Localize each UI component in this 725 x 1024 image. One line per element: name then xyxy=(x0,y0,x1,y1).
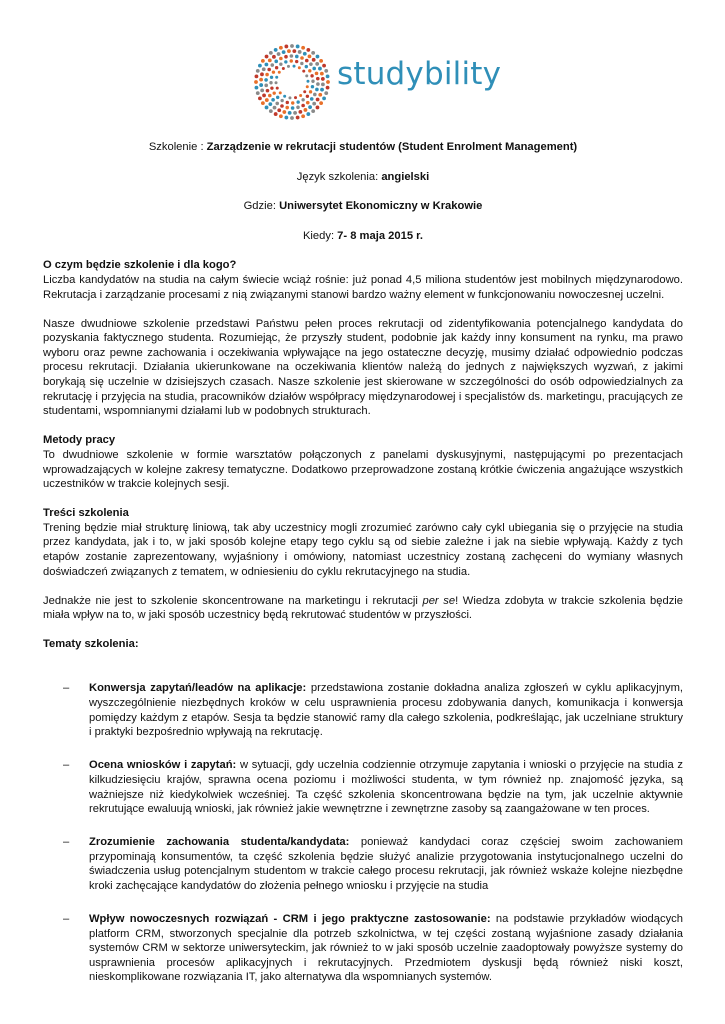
logo-dot xyxy=(294,96,297,99)
logo-dot xyxy=(306,48,310,52)
topic-text: na podstawie przykładów wiodących platform CRM, stworzonych specjalnie dla potrzeb szkolnictwa, w tej części zostaną wyjaśnione zasady działania systemów CRM w sektorze uniwersyteckim, jak również to w jaki sposób uczelnie zaadoptowały powyższe systemy do usprawnienia procesów aplikacyjnych i rekrutacyjnych. Przedmiotem dyskusji będą również niski koszt, nieskomplikowane rozwiązania IT, jako alternatywa dla wspomnianych systemów. xyxy=(89,913,683,984)
dash-bullet-icon: – xyxy=(63,759,70,772)
topic-title: Wpływ nowoczesnych rozwiązań - CRM i jego praktyczne zastosowanie: xyxy=(89,913,491,926)
logo-dot xyxy=(300,56,304,60)
logo-dot xyxy=(256,91,260,95)
logo-dot xyxy=(279,114,283,118)
logo-dot xyxy=(270,76,273,79)
logo-dot xyxy=(261,59,265,63)
logo-dot xyxy=(280,99,283,102)
logo-dot xyxy=(265,55,269,59)
topics-heading: Tematy szkolenia: xyxy=(43,638,139,651)
logo-dot xyxy=(318,93,322,97)
content-heading: Treści szkolenia xyxy=(43,507,129,520)
topic-text: ponieważ kandydaci coraz częściej swoim zachowaniem przypominają konsumentów, ta część szkolenia będzie służyć analizie przygotowania instytucjonalnego uczelni do świadczenia usług potencjalnym studentom w trakcie całego procesu rekrutacji, jak również wskaże kolejne niezbędne kroki zachęcające kandydatów do złożenia pełnego wniosku i przyjęcie na studia xyxy=(89,836,683,892)
logo-dot xyxy=(313,93,317,97)
logo-dot xyxy=(296,106,300,110)
logo-dot xyxy=(326,74,330,78)
about-heading: O czym będzie szkolenie i dla kogo? xyxy=(43,259,237,272)
logo-dot xyxy=(290,44,294,48)
logo-dot xyxy=(279,91,282,94)
logo-dot xyxy=(319,59,323,63)
logo-dot xyxy=(274,48,278,52)
logo-dot xyxy=(267,68,271,72)
logo-dot xyxy=(308,69,311,72)
training-label: Szkolenie : xyxy=(148,141,207,153)
logo-dot xyxy=(318,67,322,71)
logo-dot xyxy=(301,104,305,108)
logo-dot xyxy=(286,101,289,104)
training-title-line xyxy=(43,140,683,155)
logo-dot xyxy=(275,76,278,79)
logo-dot xyxy=(255,86,259,90)
logo-dot xyxy=(303,52,307,56)
logo-dot xyxy=(306,85,309,88)
content-paragraph-1: Trening będzie miał strukturę liniową, tak aby uczestnicy mogli zrozumieć zarówno cały cykl ubiegania się o przyjęcie na studia przez kandydata, jak i to, w jaki sposób kolejne etapy tego cyklu są od siebie zależne i jak na siebie wpływają. Każdy z tych etapów zostanie zaprezentowany, wyjaśniony i omówiony, natomiast uczestnicy zostaną zachęceni do wymiany własnych doświadczeń związanych z tematem, w odniesieniu do cyklu rekrutacyjnego na studia. xyxy=(43,521,683,578)
logo-dot xyxy=(262,94,266,98)
language-value: angielski xyxy=(381,170,430,183)
logo-dot xyxy=(282,67,285,70)
logo-dot xyxy=(279,46,283,50)
logo-dot xyxy=(321,77,325,81)
language-label: Język szkolenia: xyxy=(296,170,382,183)
logo-dot xyxy=(290,54,294,58)
logo-dot xyxy=(260,88,264,92)
list-item xyxy=(43,835,683,893)
logo-dot xyxy=(285,106,289,110)
logo-dot xyxy=(265,98,269,102)
logo-dot xyxy=(279,57,283,61)
logo-dot xyxy=(306,80,309,83)
content-p2-italic: per se xyxy=(422,594,456,607)
logo-dot xyxy=(258,64,262,68)
logo-dot xyxy=(296,100,299,103)
list-item xyxy=(43,912,683,985)
logo-dot xyxy=(272,70,275,73)
methods-heading: Metody pracy xyxy=(43,434,116,447)
logo-dot xyxy=(298,110,302,114)
logo-dot xyxy=(298,50,302,54)
logo-dot xyxy=(298,66,301,69)
logo-dot xyxy=(301,46,305,50)
logo-dot xyxy=(320,88,324,92)
logo-dot xyxy=(306,101,310,105)
logo-dot xyxy=(280,104,284,108)
logo-dot xyxy=(282,110,286,114)
content-p2-text-a: Jednakże nie jest to szkolenie skoncentrowane na marketingu i rekrutacji xyxy=(43,594,423,607)
date-line xyxy=(43,229,683,244)
logo-dot xyxy=(309,62,313,66)
logo-dot xyxy=(259,78,263,82)
topic-title: Konwersja zapytań/leadów na aplikacje: xyxy=(89,682,307,695)
logo-dot xyxy=(295,60,298,63)
logo-dot xyxy=(316,55,320,59)
logo-dot xyxy=(282,50,286,54)
logo-dot xyxy=(288,111,292,115)
studybility-logo xyxy=(252,42,502,122)
logo-dot xyxy=(256,69,260,73)
logo-dot xyxy=(306,95,309,98)
date-value: 7- 8 maja 2015 r. xyxy=(337,229,424,242)
date-label: Kiedy: xyxy=(302,229,338,242)
logo-dot xyxy=(305,74,308,77)
logo-dot xyxy=(291,106,295,110)
logo-dot xyxy=(315,72,319,76)
logo-dot xyxy=(270,63,274,67)
logo-dot xyxy=(274,112,278,116)
logo-dot xyxy=(260,72,264,76)
logo-dot xyxy=(277,52,281,56)
logo-dot xyxy=(265,73,269,77)
logo-dot xyxy=(266,89,270,93)
logo-dot xyxy=(316,98,320,102)
logo-dot xyxy=(276,87,279,90)
logo-dot xyxy=(268,94,272,98)
location-value: Uniwersytet Ekonomiczny w Krakowie xyxy=(279,200,483,213)
logo-dot xyxy=(268,102,272,106)
logo-brand-text: studybility xyxy=(337,56,502,92)
logo-dot xyxy=(275,66,278,69)
logo-dot xyxy=(292,49,296,53)
logo-dot xyxy=(264,78,268,82)
logo-dot xyxy=(322,96,326,100)
dash-bullet-icon: – xyxy=(63,836,70,849)
logo-dot xyxy=(290,116,294,120)
logo-dot xyxy=(309,90,312,93)
logo-dot xyxy=(306,112,310,116)
logo-dot xyxy=(291,101,294,104)
logo-dot xyxy=(269,81,272,84)
logo-dot xyxy=(272,55,276,59)
logo-dot xyxy=(310,74,313,77)
logo-dot xyxy=(320,72,324,76)
logo-dot xyxy=(321,82,325,86)
logo-dot xyxy=(259,83,263,87)
logo-dot xyxy=(284,116,288,120)
logo-dot xyxy=(324,91,328,95)
list-item xyxy=(43,758,683,816)
logo-dot xyxy=(311,109,315,113)
document-body xyxy=(43,140,683,985)
logo-dot xyxy=(262,67,266,71)
logo-dot xyxy=(283,95,286,98)
logo-dot xyxy=(288,96,291,99)
logo-dot xyxy=(304,108,308,112)
topic-text: w sytuacji, gdy uczelnia codziennie otrzymuje zapytania i wnioski o przyjęcie na studia z kilkudziesięciu krajów, sprawna ocena poziomu i możliwości studenta, w tym również np. znajomość języka, są ważniejsze niż kiedykolwiek wcześniej. Ta część szkolenia skoncentrowana będzie na tym, jak uczelnie aktywnie rekrutujące ewaluują wnioski, jak również jakie wewnętrzne i zewnętrzne zasoby są zaangażowane w ten proces. xyxy=(89,759,683,816)
logo-dot xyxy=(301,114,305,118)
logo-dot xyxy=(296,116,300,120)
about-paragraph-2: Nasze dwudniowe szkolenie przedstawi Państwu pełen proces rekrutacji od zidentyfikowania potencjalnego kandydata do pozyskania faktycznego studenta. Rozumiejąc, że przyszły student, podobnie jak każdy inny konsument na rynku, ma prawo wyboru oraz pewne zachowania i oczekiwania wpływające na jego ostateczne decyzję, musimy działać odpowiednio podczas procesu rekrutacji. Działania ukierunkowane na oczekiwania klientów należą do jednych z największych wyzwań, z jakimi borykają się uczelnie w dzisiejszych czasach. Nasze szkolenie jest skierowane w szczególności do osób odpowiedzialnych za rekrutację i przyjęcia na studia, pracowników działów współpracy międzynarodowej i specjalistów ds. marketingu, pracujących ze studentami, wspomnianymi działami lub w podobnych strukturach. xyxy=(43,317,683,418)
logo-dot xyxy=(316,106,320,110)
logo-dot xyxy=(322,64,326,68)
logo-dot xyxy=(295,55,299,59)
logo-dot xyxy=(311,51,315,55)
logo-dot xyxy=(275,102,279,106)
logo-dot xyxy=(265,106,269,110)
logo-dot xyxy=(312,58,316,62)
logo-dot xyxy=(316,77,320,81)
logo-dot xyxy=(310,97,314,101)
logo-dot xyxy=(276,96,279,99)
logo-dot xyxy=(284,55,288,59)
logo-dot xyxy=(273,106,277,110)
logo-dot xyxy=(326,80,330,84)
topic-title: Ocena wniosków i zapytań: xyxy=(89,759,237,772)
training-title: Zarządzenie w rekrutacji studentów (Student Enrolment Management) xyxy=(206,141,578,153)
logo-dot xyxy=(274,60,278,64)
logo-dot xyxy=(277,108,281,112)
logo-dot xyxy=(293,65,296,68)
dash-bullet-icon: – xyxy=(63,913,70,926)
logo-dot xyxy=(299,94,302,97)
logo-dot xyxy=(279,63,282,66)
logo-dot xyxy=(311,85,314,88)
logo-dot xyxy=(312,67,316,71)
logo-dot xyxy=(300,62,303,65)
logo-circle-icon xyxy=(252,42,332,122)
logo-dot xyxy=(273,91,276,94)
logo-dot xyxy=(287,65,290,68)
logo-dot xyxy=(264,84,268,88)
logo-dot xyxy=(265,63,269,67)
logo-dot xyxy=(284,45,288,49)
logo-dot xyxy=(326,86,330,90)
logo-dot xyxy=(315,88,319,92)
location-label: Gdzie: xyxy=(243,200,280,213)
logo-dot xyxy=(287,49,291,53)
logo-dot xyxy=(261,101,265,105)
logo-dot xyxy=(293,111,297,115)
logo-dot xyxy=(315,62,319,66)
logo-dot xyxy=(296,45,300,49)
topics-list xyxy=(43,681,683,985)
logo-dot xyxy=(275,81,278,84)
logo-dot xyxy=(303,90,306,93)
content-paragraph-2 xyxy=(43,594,683,623)
location-line xyxy=(43,199,683,214)
list-item xyxy=(43,681,683,739)
content-p2-text-b: ! Wiedza zdobyta w trakcie szkolenia będzie miała wpływ na to, w jaki sposób uczestnicy będą rekrutować studentów w przyszłości. xyxy=(43,594,683,622)
logo-dot xyxy=(308,55,312,59)
logo-dot xyxy=(305,59,309,63)
logo-dot xyxy=(268,58,272,62)
logo-dot xyxy=(278,71,281,74)
logo-dot xyxy=(284,60,287,63)
language-line xyxy=(43,170,683,185)
topic-title: Zrozumienie zachowania studenta/kandydata: xyxy=(89,836,350,849)
logo-dot xyxy=(308,105,312,109)
logo-dot xyxy=(290,59,293,62)
logo-dot xyxy=(269,51,273,55)
logo-dot xyxy=(254,80,258,84)
about-paragraph-1: Liczba kandydatów na studia na całym świecie wciąż rośnie: już ponad 4,5 miliona studentów jest mobilnych międzynarodowo. Rekrutacja i zarządzanie procesami z nią związanymi stanowi bardzo ważny element w funkcjonowaniu nowoczesnej uczelni. xyxy=(43,273,683,301)
logo-dot xyxy=(302,70,305,73)
logo-dot xyxy=(316,82,320,86)
logo-dot xyxy=(270,86,273,89)
logo-dot xyxy=(305,65,308,68)
topic-text: przedstawiona zostanie dokładna analiza zgłoszeń w cyklu aplikacyjnym, wyszczególnienie niezbędnych kroków w celu usprawnienia procesu zdobywania danych, komunikacja i konwersja pomiędzy każdym z etapów. Sesja ta będzie stanowić ramy dla całego szkolenia, podkreślając, jak uczelniane struktury i praktyki bezpośrednio wpływają na rekrutację. xyxy=(89,682,683,739)
logo-dot xyxy=(319,101,323,105)
logo-dot xyxy=(255,74,259,78)
logo-dot xyxy=(312,102,316,106)
logo-dot xyxy=(271,98,275,102)
methods-paragraph: To dwudniowe szkolenie w formie warsztatów połączonych z panelami dyskusyjnymi, następującymi po prezentacjach wprowadzających w kolejne zakresy tematyczne. Dodatkowo przeprowadzone zostaną krótkie ćwiczenia angażujące wszystkich uczestników w trakcie kolejnych sesji. xyxy=(43,448,683,491)
logo-dot xyxy=(311,80,314,83)
dash-bullet-icon: – xyxy=(63,682,70,695)
logo-dot xyxy=(269,109,273,113)
logo-dot xyxy=(301,98,304,101)
logo-dot xyxy=(324,69,328,73)
logo-dot xyxy=(258,96,262,100)
